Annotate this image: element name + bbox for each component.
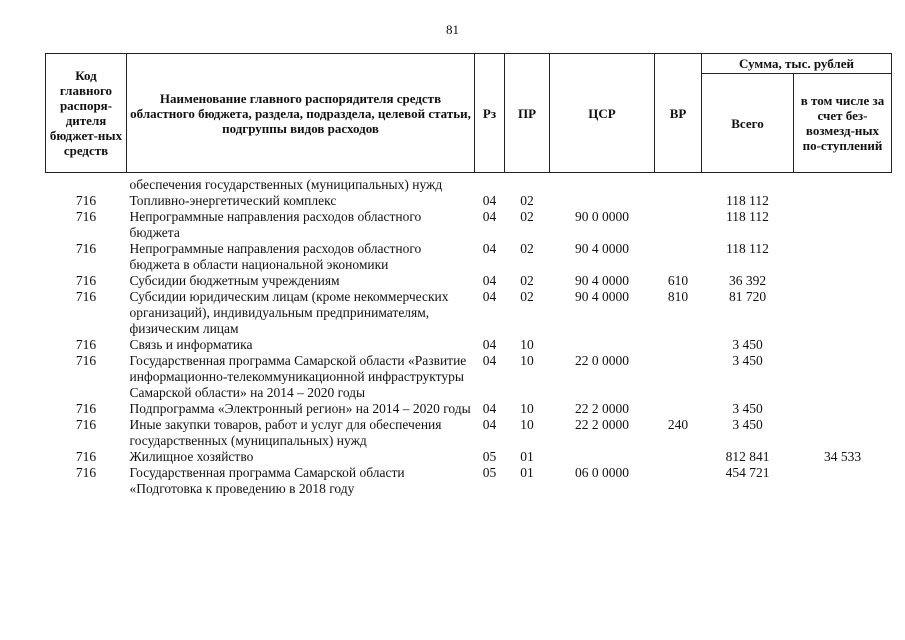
cell-vr xyxy=(655,401,702,417)
table-row xyxy=(46,209,892,241)
cell-rz: 04 xyxy=(482,273,497,288)
cell-name: Топливно-энергетический комплекс xyxy=(129,193,337,208)
header-code: Код главного распоря-дителя бюджет-ных средств xyxy=(46,54,127,173)
cell-name: Иные закупки товаров, работ и услуг для обеспечения государственных (муниципальных) нужд xyxy=(129,417,442,448)
cell-name: Непрограммные направления расходов областного бюджета xyxy=(129,209,422,240)
cell-pr: 01 xyxy=(520,465,534,480)
cell-csr: 90 4 0000 xyxy=(575,289,629,304)
cell-pr: 02 xyxy=(520,273,534,288)
cell-free xyxy=(794,401,892,417)
cell-free xyxy=(794,173,892,194)
cell-name: Жилищное хозяйство xyxy=(129,449,254,464)
cell-name: Непрограммные направления расходов областного бюджета в области национальной экономики xyxy=(129,241,422,272)
cell-vr xyxy=(655,353,702,401)
cell-code: 716 xyxy=(75,241,97,256)
table-row xyxy=(46,449,892,465)
cell-free xyxy=(794,273,892,289)
cell-code: 716 xyxy=(75,193,97,208)
cell-vr: 240 xyxy=(667,417,689,432)
cell-code: 716 xyxy=(75,209,97,224)
cell-rz: 04 xyxy=(482,417,497,432)
cell-pr: 10 xyxy=(520,401,534,416)
cell-free xyxy=(794,337,892,353)
cell-pr: 10 xyxy=(520,417,534,432)
header-row xyxy=(46,54,892,74)
cell-vr: 610 xyxy=(667,273,689,288)
cell-vr xyxy=(655,465,702,497)
cell-csr: 22 2 0000 xyxy=(575,401,629,416)
cell-vr xyxy=(655,241,702,273)
cell-free xyxy=(794,193,892,209)
cell-total: 118 112 xyxy=(726,241,769,256)
cell-free xyxy=(794,209,892,241)
cell-pr: 02 xyxy=(520,241,534,256)
cell-rz: 04 xyxy=(482,193,497,208)
cell-free xyxy=(794,289,892,337)
cell-vr xyxy=(655,193,702,209)
cell-csr xyxy=(550,337,655,353)
table-row xyxy=(46,417,892,449)
budget-table xyxy=(45,53,892,497)
cell-pr: 02 xyxy=(520,209,534,224)
cell-rz: 04 xyxy=(482,241,497,256)
cell-total: 3 450 xyxy=(732,401,763,416)
header-total: Всего xyxy=(702,74,794,173)
header-csr: ЦСР xyxy=(550,54,655,173)
cell-total: 36 392 xyxy=(728,273,767,288)
header-vr: ВР xyxy=(655,54,702,173)
cell-pr: 01 xyxy=(520,449,534,464)
cell-pr: 10 xyxy=(520,337,534,352)
header-name: Наименование главного распорядителя средств областного бюджета, раздела, подраздела, целевой статьи, подгруппы видов расходов xyxy=(127,54,475,173)
cell-rz xyxy=(475,173,505,194)
cell-total: 118 112 xyxy=(726,209,769,224)
cell-vr xyxy=(655,449,702,465)
cell-csr: 22 0 0000 xyxy=(575,353,629,368)
header-free: в том числе за счет без-возмезд-ных по-ступлений xyxy=(794,74,892,173)
cell-pr xyxy=(505,173,550,194)
cell-free xyxy=(794,417,892,449)
cell-csr: 90 4 0000 xyxy=(575,241,629,256)
cell-rz: 04 xyxy=(482,209,497,224)
cell-csr: 90 0 0000 xyxy=(575,209,629,224)
cell-total: 454 721 xyxy=(725,465,770,480)
cell-code: 716 xyxy=(75,417,97,432)
cell-rz: 05 xyxy=(482,449,497,464)
cell-code: 716 xyxy=(75,465,97,480)
cell-code: 716 xyxy=(75,353,97,368)
cell-vr xyxy=(655,173,702,194)
table-row xyxy=(46,273,892,289)
cell-free xyxy=(794,353,892,401)
table-row xyxy=(46,289,892,337)
table-row xyxy=(46,337,892,353)
header-sum: Сумма, тыс. рублей xyxy=(702,54,892,74)
cell-vr xyxy=(655,209,702,241)
cell-total xyxy=(702,173,794,194)
cell-free xyxy=(794,465,892,497)
cell-vr xyxy=(655,337,702,353)
cell-code: 716 xyxy=(75,289,97,304)
cell-total: 3 450 xyxy=(732,417,763,432)
cell-rz: 04 xyxy=(482,401,497,416)
table-row xyxy=(46,173,892,194)
cell-csr xyxy=(550,173,655,194)
cell-free xyxy=(794,241,892,273)
cell-name: Государственная программа Самарской области «Развитие информационно-телекоммуникационной инфраструктуры Самарской области» на 2014 – 2020 годы xyxy=(129,353,467,400)
table-row xyxy=(46,241,892,273)
cell-name: Связь и информатика xyxy=(129,337,253,352)
cell-name: Субсидии бюджетным учреждениям xyxy=(129,273,340,288)
cell-free: 34 533 xyxy=(823,449,862,464)
cell-name: Субсидии юридическим лицам (кроме некоммерческих организаций), индивидуальным предпринимателям, физическим лицам xyxy=(129,289,449,336)
cell-vr: 810 xyxy=(667,289,689,304)
cell-csr xyxy=(550,449,655,465)
cell-total: 81 720 xyxy=(728,289,767,304)
cell-rz: 04 xyxy=(482,353,497,368)
cell-total: 118 112 xyxy=(726,193,769,208)
cell-code: 716 xyxy=(75,449,97,464)
cell-code: 716 xyxy=(75,337,97,352)
cell-pr: 02 xyxy=(520,193,534,208)
cell-code: 716 xyxy=(75,401,97,416)
cell-total: 812 841 xyxy=(725,449,770,464)
page-number: 81 xyxy=(446,22,459,37)
table-row xyxy=(46,401,892,417)
cell-total: 3 450 xyxy=(732,353,763,368)
table-row xyxy=(46,465,892,497)
cell-name: Государственная программа Самарской области «Подготовка к проведению в 2018 году xyxy=(129,465,405,496)
cell-rz: 04 xyxy=(482,337,497,352)
cell-code: 716 xyxy=(75,273,97,288)
cell-csr: 22 2 0000 xyxy=(575,417,629,432)
table-row xyxy=(46,353,892,401)
cell-rz: 05 xyxy=(482,465,497,480)
cell-pr: 02 xyxy=(520,289,534,304)
cell-rz: 04 xyxy=(482,289,497,304)
cell-pr: 10 xyxy=(520,353,534,368)
cell-name: Подпрограмма «Электронный регион» на 2014 – 2020 годы xyxy=(129,401,471,416)
cell-csr xyxy=(550,193,655,209)
header-rz: Рз xyxy=(475,54,505,173)
table-row xyxy=(46,193,892,209)
cell-total: 3 450 xyxy=(732,337,763,352)
cell-name: обеспечения государственных (муниципальных) нужд xyxy=(129,177,443,192)
header-pr: ПР xyxy=(505,54,550,173)
cell-csr: 06 0 0000 xyxy=(575,465,629,480)
cell-code xyxy=(46,173,127,194)
cell-csr: 90 4 0000 xyxy=(575,273,629,288)
